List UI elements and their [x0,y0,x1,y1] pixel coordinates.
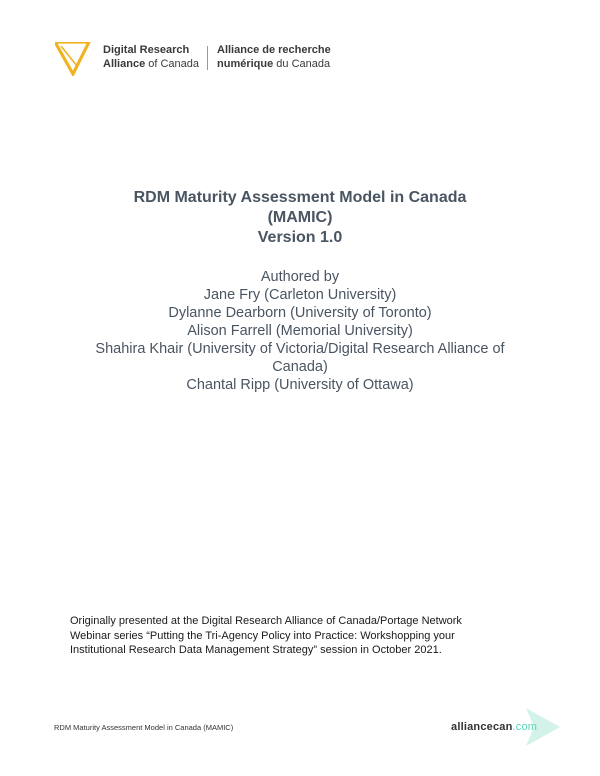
authored-by-label: Authored by [260,269,340,285]
note-line: Webinar series “Putting the Tri-Agency Policy into Practice: Workshopping your [70,629,455,642]
footer-document-title: RDM Maturity Assessment Model in Canada (MAMIC) [54,723,234,732]
footer-site-name: alliancecan [451,721,513,733]
logo-fr-line2-bold: numérique [217,57,274,70]
footer-website-link[interactable] [451,721,537,733]
author-line: Shahira Khair (University of Victoria/Digital Research Alliance of [95,341,505,357]
note-line: Originally presented at the Digital Research Alliance of Canada/Portage Network [70,615,462,627]
document-title [0,188,600,248]
alliance-logo [55,42,345,76]
presentation-note [70,614,540,658]
alliance-logo-mark-icon [55,42,91,76]
title-line-1: RDM Maturity Assessment Model in Canada [133,189,467,206]
author-line: Canada) [272,359,328,375]
author-line: Dylanne Dearborn (University of Toronto) [168,305,432,321]
logo-en-line2-rest: of Canada [145,57,200,70]
logo-divider [207,46,208,70]
logo-en-line2-bold: Alliance [103,57,146,70]
note-line: Institutional Research Data Management Strategy” session in October 2021. [70,644,442,656]
footer-site-tld: .com [512,721,538,733]
logo-en-line1: Digital Research [103,44,190,56]
title-line-2: (MAMIC) [267,209,333,226]
title-line-3: Version 1.0 [257,229,343,246]
author-line: Alison Farrell (Memorial University) [187,323,413,339]
logo-fr-line1: Alliance de recherche [217,44,331,56]
author-line: Chantal Ripp (University of Ottawa) [186,377,414,393]
authors-block [0,268,600,394]
logo-french-text [217,44,331,71]
logo-fr-line2-rest: du Canada [273,57,331,70]
logo-english-text [103,44,199,71]
author-line: Jane Fry (Carleton University) [203,287,397,303]
